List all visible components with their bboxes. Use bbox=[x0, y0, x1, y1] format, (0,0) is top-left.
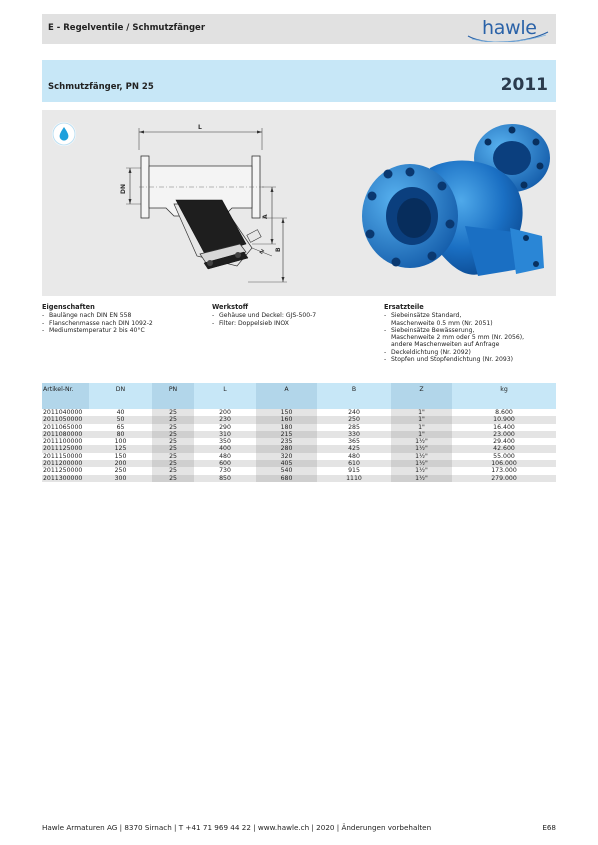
table-cell: 1" bbox=[391, 431, 452, 438]
header-bar bbox=[42, 14, 556, 44]
table-cell: 600 bbox=[194, 460, 256, 467]
table-cell: 2011040000 bbox=[42, 409, 89, 416]
dim-label-b: B bbox=[275, 247, 282, 252]
dim-label-dn: DN bbox=[120, 183, 127, 194]
dim-label-z: Z bbox=[257, 248, 265, 256]
table-cell: 2011150000 bbox=[42, 453, 89, 460]
table-cell: 16.400 bbox=[452, 424, 556, 431]
table-cell: 2011250000 bbox=[42, 467, 89, 474]
product-photo bbox=[360, 116, 556, 292]
table-cell: 2011065000 bbox=[42, 424, 89, 431]
table-body bbox=[42, 409, 556, 482]
col-header-kg: kg bbox=[452, 383, 556, 409]
table-row bbox=[42, 453, 556, 460]
table-cell: 2011100000 bbox=[42, 438, 89, 445]
ersatzteile-list bbox=[384, 312, 524, 363]
table-row bbox=[42, 467, 556, 474]
table-cell: 1½" bbox=[391, 460, 452, 467]
property-text: Maschenweite 2 mm oder 5 mm (Nr. 2056), bbox=[391, 334, 525, 342]
property-text: - Baulänge nach DIN EN 558 bbox=[49, 312, 132, 320]
eigenschaften-list bbox=[42, 312, 153, 334]
table-cell: 55.000 bbox=[452, 453, 556, 460]
page-number: E68 bbox=[542, 823, 556, 832]
table-cell: 150 bbox=[89, 453, 152, 460]
table-cell: 915 bbox=[317, 467, 391, 474]
property-item bbox=[42, 320, 153, 327]
property-item bbox=[212, 312, 316, 319]
footer bbox=[42, 823, 556, 832]
table-cell: 405 bbox=[256, 460, 317, 467]
table-cell: 365 bbox=[317, 438, 391, 445]
table-cell: 2011080000 bbox=[42, 431, 89, 438]
table-cell: 1" bbox=[391, 416, 452, 423]
table-cell: 1½" bbox=[391, 438, 452, 445]
eigenschaften-heading: Eigenschaften bbox=[42, 303, 95, 311]
col-header-artikel: Artikel-Nr. bbox=[42, 383, 89, 409]
table-cell: 180 bbox=[256, 424, 317, 431]
table-row bbox=[42, 431, 556, 438]
table-cell: 250 bbox=[89, 467, 152, 474]
table-cell: 350 bbox=[194, 438, 256, 445]
table-cell: 100 bbox=[89, 438, 152, 445]
property-text: Maschenweite 0.5 mm (Nr. 2051) bbox=[391, 319, 493, 327]
table-cell: 1½" bbox=[391, 453, 452, 460]
table-cell: 540 bbox=[256, 467, 317, 474]
table-cell: 320 bbox=[256, 453, 317, 460]
dim-label-a: A bbox=[262, 214, 269, 219]
table-cell: 25 bbox=[152, 475, 194, 482]
table-cell: 10.900 bbox=[452, 416, 556, 423]
property-item bbox=[384, 349, 524, 356]
table-cell: 2011050000 bbox=[42, 416, 89, 423]
table-cell: 1" bbox=[391, 424, 452, 431]
table-cell: 1" bbox=[391, 409, 452, 416]
table-cell: 215 bbox=[256, 431, 317, 438]
table-cell: 106.000 bbox=[452, 460, 556, 467]
table-cell: 25 bbox=[152, 416, 194, 423]
table-cell: 425 bbox=[317, 445, 391, 452]
property-item bbox=[212, 320, 316, 327]
properties-ersatzteile bbox=[384, 304, 524, 363]
col-header-dn: DN bbox=[89, 383, 152, 409]
table-cell: 285 bbox=[317, 424, 391, 431]
table-cell: 230 bbox=[194, 416, 256, 423]
table-cell: 235 bbox=[256, 438, 317, 445]
property-item bbox=[384, 312, 524, 327]
col-header-l: L bbox=[194, 383, 256, 409]
table-cell: 200 bbox=[89, 460, 152, 467]
table-cell: 50 bbox=[89, 416, 152, 423]
table-cell: 480 bbox=[194, 453, 256, 460]
table-row bbox=[42, 424, 556, 431]
section-title: E - Regelventile / Schmutzfänger bbox=[48, 23, 206, 33]
dim-label-l: L bbox=[198, 124, 202, 131]
property-item bbox=[42, 312, 153, 319]
table-cell: 310 bbox=[194, 431, 256, 438]
property-text: - Mediumstemperatur 2 bis 40°C bbox=[49, 326, 145, 334]
table-cell: 80 bbox=[89, 431, 152, 438]
table-cell: 290 bbox=[194, 424, 256, 431]
table-cell: 29.400 bbox=[452, 438, 556, 445]
table-cell: 150 bbox=[256, 409, 317, 416]
hawle-logo bbox=[466, 16, 550, 42]
property-text: - Flanschenmasse nach DIN 1092-2 bbox=[49, 319, 153, 327]
logo-text: hawle bbox=[482, 17, 537, 39]
product-header bbox=[42, 60, 556, 102]
table-cell: 25 bbox=[152, 460, 194, 467]
product-image-panel bbox=[42, 110, 556, 296]
property-text: - Siebeinsätze Standard, bbox=[391, 312, 462, 320]
table-cell: 25 bbox=[152, 409, 194, 416]
table-cell: 1110 bbox=[317, 475, 391, 482]
col-header-b: B bbox=[317, 383, 391, 409]
table-cell: 173.000 bbox=[452, 467, 556, 474]
ersatzteile-heading: Ersatzteile bbox=[384, 303, 424, 311]
table-cell: 280 bbox=[256, 445, 317, 452]
article-table bbox=[42, 383, 556, 482]
property-text: - Siebeinsätze Bewässerung, bbox=[391, 326, 475, 334]
table-cell: 8.600 bbox=[452, 409, 556, 416]
table-row bbox=[42, 438, 556, 445]
table-row bbox=[42, 416, 556, 423]
table-row bbox=[42, 475, 556, 482]
table-cell: 1½" bbox=[391, 475, 452, 482]
technical-drawing bbox=[112, 116, 287, 291]
table-cell: 1½" bbox=[391, 467, 452, 474]
property-text: - Deckeldichtung (Nr. 2092) bbox=[391, 348, 471, 356]
table-cell: 25 bbox=[152, 424, 194, 431]
table-cell: 610 bbox=[317, 460, 391, 467]
table-cell: 40 bbox=[89, 409, 152, 416]
table-cell: 1½" bbox=[391, 445, 452, 452]
table-row bbox=[42, 409, 556, 416]
table-cell: 25 bbox=[152, 453, 194, 460]
table-cell: 480 bbox=[317, 453, 391, 460]
table-row bbox=[42, 445, 556, 452]
table-cell: 25 bbox=[152, 438, 194, 445]
table-cell: 279.000 bbox=[452, 475, 556, 482]
property-text: - Stopfen und Stopfendichtung (Nr. 2093) bbox=[391, 356, 514, 364]
table-cell: 850 bbox=[194, 475, 256, 482]
table-header-row bbox=[42, 383, 556, 409]
table-cell: 200 bbox=[194, 409, 256, 416]
table-cell: 330 bbox=[317, 431, 391, 438]
table-cell: 125 bbox=[89, 445, 152, 452]
table-cell: 65 bbox=[89, 424, 152, 431]
product-number: 2011 bbox=[500, 75, 548, 95]
col-header-pn: PN bbox=[152, 383, 194, 409]
property-item bbox=[384, 356, 524, 363]
col-header-a: A bbox=[256, 383, 317, 409]
table-cell: 23.000 bbox=[452, 431, 556, 438]
property-item bbox=[42, 327, 153, 334]
table-cell: 42.600 bbox=[452, 445, 556, 452]
property-text: andere Maschenweiten auf Anfrage bbox=[391, 341, 500, 349]
property-text: - Filter: Doppelsieb INOX bbox=[219, 319, 289, 327]
table-cell: 2011200000 bbox=[42, 460, 89, 467]
water-drop-icon bbox=[52, 122, 76, 146]
table-cell: 730 bbox=[194, 467, 256, 474]
col-header-z: Z bbox=[391, 383, 452, 409]
table-cell: 160 bbox=[256, 416, 317, 423]
table-row bbox=[42, 460, 556, 467]
table-cell: 680 bbox=[256, 475, 317, 482]
product-name: Schmutzfänger, PN 25 bbox=[48, 82, 154, 92]
table-cell: 25 bbox=[152, 467, 194, 474]
table-cell: 240 bbox=[317, 409, 391, 416]
table-cell: 2011300000 bbox=[42, 475, 89, 482]
table-cell: 2011125000 bbox=[42, 445, 89, 452]
table-cell: 25 bbox=[152, 445, 194, 452]
properties-eigenschaften bbox=[42, 304, 153, 334]
property-text: - Gehäuse und Deckel: GJS-500-7 bbox=[219, 312, 317, 320]
table-cell: 400 bbox=[194, 445, 256, 452]
footer-text: Hawle Armaturen AG | 8370 Sirnach | T +41 71 969 44 22 | www.hawle.ch | 2020 | Änderungen vorbehalten bbox=[42, 823, 432, 832]
werkstoff-heading: Werkstoff bbox=[212, 303, 249, 311]
table-cell: 300 bbox=[89, 475, 152, 482]
property-item bbox=[384, 327, 524, 349]
properties-werkstoff bbox=[212, 304, 316, 327]
table-cell: 250 bbox=[317, 416, 391, 423]
werkstoff-list bbox=[212, 312, 316, 327]
table-cell: 25 bbox=[152, 431, 194, 438]
